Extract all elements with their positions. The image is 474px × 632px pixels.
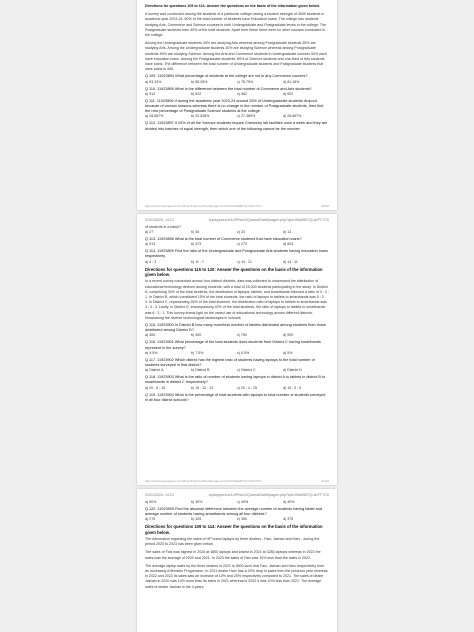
page-footer [145, 479, 329, 483]
option[interactable]: d) 40% [283, 499, 295, 504]
options-110 [145, 92, 329, 97]
option[interactable]: d) 5% [283, 350, 293, 355]
option[interactable]: b) 7.5% [191, 350, 204, 355]
option[interactable]: a) 512 [145, 91, 156, 96]
document-page-1 [137, 0, 337, 210]
question-110: Q 110. 11923895 What is the difference between the total number of Commerce and Arts students? [145, 86, 312, 91]
option[interactable]: a) 50% [145, 499, 157, 504]
option[interactable]: a) 513 [145, 242, 156, 247]
option[interactable]: a) 20 : 6 : 15 [145, 385, 166, 390]
option[interactable]: a) 27 [145, 230, 154, 234]
passage-paragraph: The sales of Faiz was highest in 2020 at 4800 laptops and lowest in 2021 at 3280 laptops whereas in 2022 the sales was the average of 2020 and 2021. In 2023 the sales of Faiz was 10% less than the sales in 2022. [145, 550, 321, 560]
question-120: Q 120. 11923905 Find the absolute difference between the average number of students having tablet and average number of students having smartbands among all four districts? [145, 506, 322, 516]
option[interactable]: b) 373 [191, 242, 202, 247]
option[interactable]: b) District B [191, 368, 210, 373]
page-number: 31/46 [321, 479, 329, 483]
document-page-2 [137, 214, 337, 485]
option[interactable]: c) 44 : 21 [237, 259, 252, 264]
option[interactable]: d) 81.18% [283, 79, 300, 84]
option[interactable]: b) 11 : 7 [191, 259, 204, 264]
option[interactable]: c) 350 [237, 517, 247, 522]
question-117: Q 117. 11923902 Which district has the highest ratio of students having laptops to the total number of students surveyed in that district? [145, 357, 315, 368]
passage-paragraph: A survey was conducted among the students of a particular college having a student strength of 3600 students in academic year 2023-24. 60% of the total number of students have Education loans. The college has students studying Arts, Commerce and Science courses in both Undergraduate and Postgraduate levels in the college. The Postgraduate students form 40% of the total students. Apart from these there were no other courses conducted in the college. [145, 12, 327, 38]
option[interactable]: d) 13 [283, 230, 292, 234]
page-header [145, 218, 329, 223]
question-114: Q 114. 11923899 Find the ratio of the Undergraduate and Postgraduate Arts students having education loans respectively. [145, 249, 328, 259]
option[interactable]: d) 602 [283, 91, 294, 96]
options-113 [145, 242, 329, 247]
options-117 [145, 368, 329, 373]
option[interactable]: d) 26.667% [283, 114, 302, 119]
option[interactable]: a) 4.5% [145, 350, 158, 355]
passage-paragraph: The information regarding the sales of HP brand laptops by three dealers - Faiz, Jashan and Harv - during the period 2020 to 2023 has been given below. [145, 537, 320, 547]
document-page-3 [137, 489, 337, 632]
option[interactable]: b) 522 [191, 91, 202, 96]
option[interactable]: c) 750 [237, 333, 247, 338]
passage-paragraph: The average laptop sales by the three dealers in 2021 is 3600 such that Faiz, Jashan and Harv respectively form an increasing Arithmetic Progression. In 2021 dealer Harv has a 20% drop in sales from the previous year whereas in 2022 and 2023 its sales saw an increase of 10% and 25% respectively compared to 2021. The sales of dealer Jashan in 2020 was 10% more than its sales in 2021 whereas in 2022 it was 10% less than 2021. The average sales of dealer Jashan in the 4 years [145, 563, 328, 589]
question-109: Q 109. 11923894 What percentage of students at the college are not in any Commerce courses? [145, 74, 308, 79]
options-119 [145, 500, 329, 505]
question-113: Q 113. 11923898 What is the total number of Commerce students that have education loans? [145, 237, 302, 241]
option[interactable]: a) 300 [145, 333, 156, 338]
options-118 [145, 386, 329, 391]
option[interactable]: d) 14 : 11 [283, 259, 298, 264]
option[interactable]: b) 325 [191, 517, 202, 522]
options-109 [145, 80, 329, 85]
header-timestamp: 31/01/2024, 14:21 [145, 218, 174, 222]
option[interactable]: a) District A [145, 368, 164, 373]
question-112-continued: of students in a batch? [145, 224, 182, 229]
option[interactable]: b) 85.28% [191, 79, 208, 84]
option[interactable]: b) 30% [191, 499, 203, 504]
option[interactable]: b) 15 : 12 : 13 [191, 385, 214, 390]
options-112 [145, 230, 329, 235]
option[interactable]: d) 375 [283, 517, 294, 522]
option[interactable]: a) 275 [145, 517, 156, 522]
option[interactable]: b) 400 [191, 333, 202, 338]
page-footer [145, 204, 329, 208]
options-111 [145, 114, 329, 119]
option[interactable]: a) 28.667% [145, 114, 164, 119]
question-118: Q 118. 11923903 What is the ratio of number of students having laptops in district A to tablets in district B to smartbands in district C respectively? [145, 375, 326, 385]
question-115: Q 115. 11923900 In District B how many more/less number of tablets distributed among students than those distributed among District D? [145, 323, 326, 333]
question-112: Q 112. 11923897 If 25% of all the Science students require Chemistry lab facilities once a week and they are divided into batches of equal strength, then which one of the following cannot be the number [145, 121, 328, 131]
option[interactable]: d) 16 : 3 : 9 [283, 385, 302, 390]
options-116 [145, 351, 329, 356]
directions-heading: Directions for questions 109 to 114: Answer the questions on the basis of the information given below. [145, 524, 323, 535]
header-url: cuptoppers.in/LNP/set1/Quizes/Dwell/pages.php?qId=90aHB/TQ=&rFT?CS [208, 493, 329, 497]
option[interactable]: c) 20 : 4 : 15 [237, 385, 257, 390]
option[interactable]: d) District D [283, 368, 302, 373]
option[interactable]: c) 49% [237, 499, 249, 504]
page-header [145, 493, 329, 498]
option[interactable]: a) 4 : 3 [145, 259, 157, 264]
footer-url[interactable]: https://www.cuptoppers.in/LNP/set1/Quizes/Dwell/pages.php?qId=90aHB/TQ=&rFT?CS [145, 479, 262, 483]
header-timestamp: 31/01/2024, 14:21 [145, 493, 174, 497]
option[interactable]: d) 900 [283, 333, 294, 338]
options-115 [145, 333, 329, 338]
question-116: Q 116. 11923901 What percentage of the total students does students from District C having smartbands represent in the survey? [145, 340, 321, 350]
option[interactable]: c) 273 [237, 242, 247, 247]
header-url: cuptoppers.in/LNP/set1/Quizes/Dwell/pages.php?qId=90aHB/TQ=&rFT?CS [208, 218, 329, 222]
option[interactable]: d) 603 [283, 242, 294, 247]
option[interactable]: c) 33 [237, 230, 245, 234]
option[interactable]: c) 6.5% [237, 350, 250, 355]
options-120 [145, 517, 329, 522]
option[interactable]: c) District C [237, 368, 256, 373]
passage-paragraph: Among the Undergraduate students 40% are studying Arts whereas among Postgraduate students 35% are studying Arts. Among the Undergraduate students 30% are studying Science whereas among Postgraduate students 50% are studying Science. Among the Arts and Commerce students in Undergraduate courses 50% each have education loans. Among the Postgraduate students, 60% of Science students and one-third of Arts students have loans. The difference between the total number of Undergraduate students and Postgraduate students that have loans is 408. [145, 41, 327, 72]
option[interactable]: c) 27.389% [237, 114, 256, 119]
option[interactable]: c) 462 [237, 91, 247, 96]
option[interactable]: b) 22.528% [191, 114, 210, 119]
question-111: Q 111. 11923896 If during the academic year 2023-24 around 25% of Undergraduate students dropout because of various reasons whereas there is no change in the number of Postgraduate students, then find the new percentage of Postgraduate Science students at the college. [145, 98, 324, 114]
question-119: Q 119. 11923904 What is the percentage of total students with laptops to total number of students surveyed in all four district schools? [145, 392, 326, 402]
page-number: 30/46 [321, 204, 329, 208]
option[interactable]: c) 76.75% [237, 79, 254, 84]
directions-heading: Directions for questions 109 to 114: Answer the questions on the basis of the information given below. [145, 4, 320, 8]
options-114 [145, 260, 329, 265]
directions-heading: Directions for questions 115 to 120: Answer the questions on the basis of the information given below. [145, 266, 323, 278]
option[interactable]: b) 36 [191, 230, 200, 234]
passage-paragraph: In a recent survey conducted across four distinct districts, data was collected to understand the distribution of educational technology devices among students, with a total of 15,000 students participating in the study. In District A, comprising 30% of the total students, the distribution of laptops, tablets, and smartbands followed a ratio of 4 : 3 : 1. In District B, which constituted 15% of the total students, the ratio of laptops to tablets to smartbands was 5 : 2 : 3. In District C, representing 25% of the total students, the distribution ratio of laptops to tablets to smartbands was 3 : 4 : 3. Lastly, in District D, encompassing 40% of the total students, the ratio of laptops to tablets to smartbands was 6 : 3 : 1. This survey sheds light on the varied use of educational technology across different districts, showcasing the diverse technological landscapes in schools. [145, 279, 329, 320]
option[interactable]: a) 53.33% [145, 79, 162, 84]
footer-url[interactable]: https://www.cuptoppers.in/LNP/set1/Quizes/Dwell/pages.php?qId=90aHB/TQ=&rFT?CS [145, 204, 262, 208]
